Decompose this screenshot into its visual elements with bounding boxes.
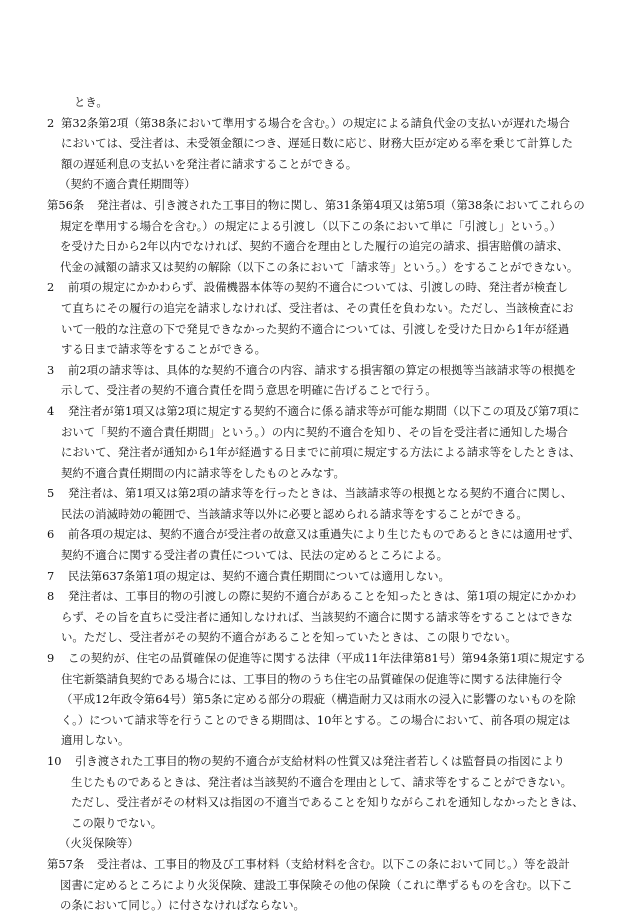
paragraph-line: 第32条第2項（第38条において準用する場合を含む。）の規定による請負代金の支払いが遅れた場合: [61, 115, 570, 130]
paragraph-line: 前項の規定にかかわらず、設備機器本体等の契約不適合については、引渡しの時、発注者が検査し: [68, 280, 569, 295]
article-number: 第56条: [47, 197, 85, 212]
paragraph-line: 適用しない。: [61, 733, 130, 748]
article-line: 図書に定めるところにより火災保険、建設工事保険その他の保険（これに準ずるものを含む。以下こ: [60, 877, 573, 892]
article-56-heading: （契約不適合責任期間等）: [59, 177, 196, 192]
paragraph-line: この限りでない。: [71, 815, 163, 830]
paragraph-number: 6: [47, 527, 55, 542]
paragraph-number: 8: [47, 589, 55, 604]
article-56-paragraph-3: [47, 360, 595, 401]
paragraph-line: らず、その旨を直ちに受注者に通知しなければ、当該契約不適合に関する請求等をすることはできな: [61, 609, 573, 624]
paragraph-line: 発注者が第1項又は第2項に規定する契約不適合に係る請求等が可能な期間（以下この項及び第7項に: [68, 403, 580, 418]
paragraph-line: 発注者は、第1項又は第2項の請求等を行ったときは、当該請求等の根拠となる契約不適合に関し、: [68, 486, 573, 501]
article-line: を受けた日から2年以内でなければ、契約不適合を理由とした履行の追完の請求、損害賠償の請求、: [60, 239, 569, 254]
paragraph-line: 引き渡された工事目的物の契約不適合が支給材料の性質又は発注者若しくは監督員の指図により: [75, 754, 565, 768]
article-line: 規定を準用する場合を含む。）の規定による引渡し（以下この条において単に「引渡し」という。）: [60, 218, 562, 233]
paragraph-line: においては、受注者は、未受領金額につき、遅延日数に応じ、財務大臣が定める率を乗じて計算した: [61, 136, 573, 151]
continued-text: とき。: [74, 95, 108, 109]
paragraph-line: 民法第637条第1項の規定は、契約不適合責任期間については適用しない。: [68, 568, 450, 583]
paragraph-line: い。ただし、受注者がその契約不適合があることを知っていたときは、この限りでない。: [61, 630, 517, 645]
paragraph-number: 4: [47, 403, 55, 418]
paragraph-line: 発注者は、工事目的物の引渡しの際に契約不適合があることを知ったときは、第1項の規定にかかわ: [68, 589, 577, 604]
paragraph-number: 2: [47, 115, 55, 130]
paragraph-line: （平成12年政令第64号）第5条に定める部分の瑕疵（構造耐力又は雨水の浸入に影響のないものを除: [61, 692, 576, 707]
paragraph-line: 生じたものであるときは、発注者は当該契約不適合を理由として、請求等をすることができない。: [71, 774, 572, 789]
article-line: 発注者は、引き渡された工事目的物に関し、第31条第4項又は第5項（第38条においてこれらの: [97, 197, 585, 212]
article-56-paragraph-7: [47, 566, 595, 587]
paragraph-line: おいて「契約不適合責任期間」という。）の内に契約不適合を知り、その旨を受注者に通知した場合: [61, 424, 568, 439]
article-line: 代金の減額の請求又は契約の解除（以下この条において「請求等」という。）をすることができない。: [60, 259, 579, 274]
paragraph-number: 7: [47, 568, 55, 583]
paragraph-line: する日まで請求等をすることができる。: [61, 342, 267, 357]
paragraph-line: 契約不適合責任期間の内に請求等をしたものとみなす。: [61, 465, 345, 480]
article-line: 受注者は、工事目的物及び工事材料（支給材料を含む。以下この条において同じ。）等を設計: [97, 856, 570, 871]
contract-text: [47, 92, 595, 916]
paragraph-line: く。）について請求等を行うことのできる期間は、10年とする。この場合において、前各項の規定は: [61, 712, 571, 727]
article-56-paragraph-4: [47, 401, 595, 483]
paragraph-line: 民法の消滅時効の範囲で、当該請求等以外に必要と認められる請求等をすることができる。: [61, 506, 528, 521]
article-56-paragraph-6: [47, 524, 595, 565]
article-56: [47, 195, 595, 277]
paragraph-line: 契約不適合に関する受注者の責任については、民法の定めるところによる。: [61, 548, 449, 563]
paragraph-line: 前2項の請求等は、具体的な契約不適合の内容、請求する損害額の算定の根拠等当該請求等の根拠を: [68, 362, 577, 377]
paragraph-line: 前各項の規定は、契約不適合が受注者の故意又は重過失により生じたものであるときには適用せず、: [68, 527, 580, 542]
paragraph-line: て直ちにその履行の追完を請求しなければ、受注者は、その責任を負わない。ただし、当該検査にお: [61, 300, 574, 315]
article-line: の条において同じ。）に付さなければならない。: [60, 898, 305, 913]
paragraph-number: 5: [47, 486, 55, 501]
paragraph-2-delay-interest: [47, 113, 595, 175]
paragraph-line: において、発注者が通知から1年が経過する日までに前項に規定する方法による請求等をしたときは、: [61, 445, 581, 460]
article-57: [47, 854, 595, 916]
article-56-paragraph-10: [47, 751, 595, 833]
paragraph-number: 2: [47, 280, 55, 295]
article-56-paragraph-5: [47, 483, 595, 524]
document-page: [0, 92, 630, 916]
paragraph-line: ただし、受注者がその材料又は指図の不適当であることを知りながらこれを通知しなかったときは、: [71, 795, 584, 810]
paragraph-line: いて一般的な注意の下で発見できなかった契約不適合については、引渡しを受けた日から1年が経過: [61, 321, 570, 336]
article-56-paragraph-9: [47, 648, 595, 751]
paragraph-number: 9: [47, 651, 55, 666]
paragraph-number: 3: [47, 362, 55, 377]
paragraph-line: この契約が、住宅の品質確保の促進等に関する法律（平成11年法律第81号）第94条第1項に規定する: [68, 651, 586, 666]
article-57-heading: （火災保険等）: [59, 836, 139, 851]
article-56-paragraph-8: [47, 586, 595, 648]
paragraph-line: 示して、受注者の契約不適合責任を問う意思を明確に告げることで行う。: [61, 383, 437, 398]
paragraph-line: 住宅新築請負契約である場合には、工事目的物のうち住宅の品質確保の促進等に関する法律施行令: [61, 671, 563, 686]
paragraph-line: 額の遅延利息の支払いを発注者に請求することができる。: [61, 156, 358, 171]
article-56-paragraph-2: [47, 277, 595, 359]
article-number: 第57条: [47, 856, 85, 871]
paragraph-number: 10: [47, 754, 62, 768]
